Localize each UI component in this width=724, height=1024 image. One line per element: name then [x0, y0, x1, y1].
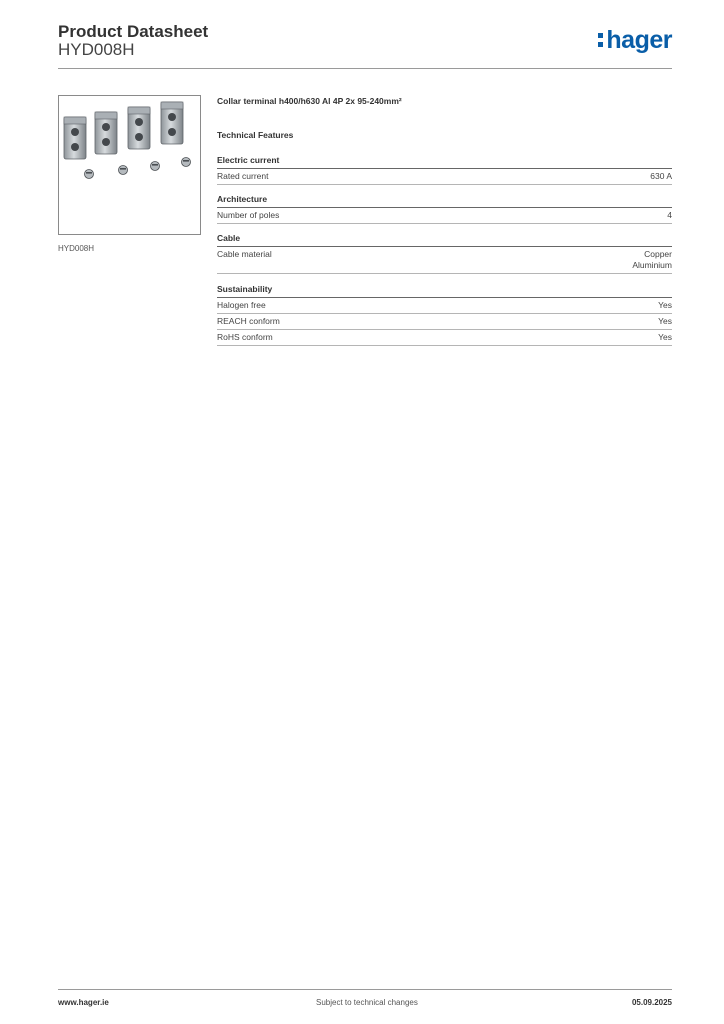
spec-value	[632, 249, 672, 271]
spec-label: REACH conform	[217, 316, 280, 326]
terminal-3	[128, 107, 160, 171]
spec-label: RoHS conform	[217, 332, 273, 342]
spec-row-halogen-free	[217, 298, 672, 314]
page-header	[58, 20, 672, 70]
footer-notice: Subject to technical changes	[316, 998, 418, 1007]
section-electric-current	[217, 155, 672, 185]
footer-website-link[interactable]: www.hager.ie	[58, 998, 109, 1007]
spec-row-reach-conform	[217, 314, 672, 330]
section-sustainability	[217, 284, 672, 346]
collar-terminals-illustration	[59, 96, 200, 234]
spec-value: Yes	[658, 316, 672, 326]
terminal-4	[161, 102, 191, 167]
technical-features-heading: Technical Features	[217, 130, 294, 140]
spec-row-rated-current	[217, 169, 672, 185]
spec-value-line: Aluminium	[632, 260, 672, 270]
terminal-1	[64, 117, 94, 179]
product-name: Collar terminal h400/h630 Al 4P 2x 95-240mm²	[217, 96, 402, 106]
spec-value: 630 A	[650, 171, 672, 181]
terminal-2	[95, 112, 128, 175]
section-architecture	[217, 194, 672, 224]
spec-row-number-of-poles	[217, 208, 672, 224]
section-cable	[217, 233, 672, 274]
logo-text: hager	[606, 26, 672, 54]
footer-date: 05.09.2025	[631, 998, 672, 1007]
logo-colon-icon	[597, 29, 605, 49]
section-title: Architecture	[217, 194, 672, 208]
header-divider	[58, 68, 672, 69]
product-code: HYD008H	[58, 40, 135, 59]
spec-value: 4	[667, 210, 672, 220]
section-title: Electric current	[217, 155, 672, 169]
footer-divider	[58, 989, 672, 990]
spec-label: Halogen free	[217, 300, 266, 310]
spec-value-line: Copper	[644, 249, 672, 259]
spec-value: Yes	[658, 300, 672, 310]
section-title: Sustainability	[217, 284, 672, 298]
spec-value: Yes	[658, 332, 672, 342]
hager-logo	[597, 26, 672, 55]
product-image	[58, 95, 201, 235]
spec-label: Cable material	[217, 249, 272, 259]
section-title: Cable	[217, 233, 672, 247]
image-caption: HYD008H	[58, 244, 95, 253]
document-title: Product Datasheet	[58, 22, 209, 41]
spec-row-cable-material	[217, 247, 672, 274]
spec-label: Number of poles	[217, 210, 280, 220]
spec-label: Rated current	[217, 171, 269, 181]
spec-row-rohs-conform	[217, 330, 672, 346]
